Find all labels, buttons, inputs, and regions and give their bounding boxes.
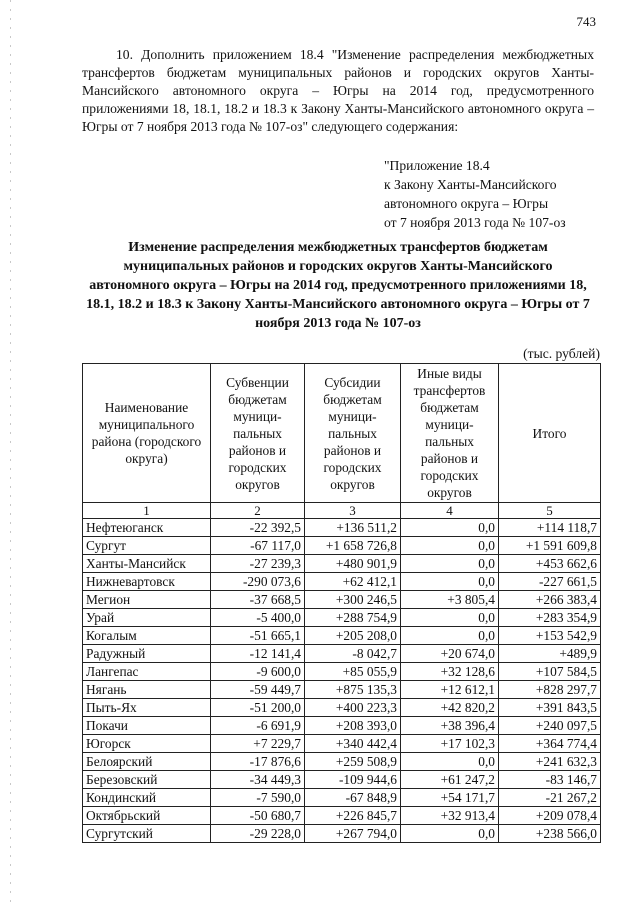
amount-cell: 0,0 <box>401 555 499 573</box>
amount-cell: +453 662,6 <box>499 555 601 573</box>
municipality-name-cell: Мегион <box>83 591 211 609</box>
amount-cell: -6 691,9 <box>211 717 305 735</box>
amount-cell: +283 354,9 <box>499 609 601 627</box>
municipality-name-cell: Белоярский <box>83 753 211 771</box>
municipality-name-cell: Сургутский <box>83 825 211 843</box>
amount-cell: +400 223,3 <box>305 699 401 717</box>
amount-cell: +61 247,2 <box>401 771 499 789</box>
amount-cell: -51 200,0 <box>211 699 305 717</box>
amount-cell: +238 566,0 <box>499 825 601 843</box>
table-row <box>83 681 601 699</box>
municipality-name-cell: Лангепас <box>83 663 211 681</box>
table-row <box>83 519 601 537</box>
amount-cell: -12 141,4 <box>211 645 305 663</box>
amount-cell: -51 665,1 <box>211 627 305 645</box>
amount-cell: -37 668,5 <box>211 591 305 609</box>
column-number: 4 <box>401 503 499 519</box>
municipality-name-cell: Нягань <box>83 681 211 699</box>
amount-cell: +1 591 609,8 <box>499 537 601 555</box>
amount-cell: +62 412,1 <box>305 573 401 591</box>
amount-cell: 0,0 <box>401 627 499 645</box>
municipality-name-cell: Сургут <box>83 537 211 555</box>
amount-cell: -27 239,3 <box>211 555 305 573</box>
column-number: 2 <box>211 503 305 519</box>
municipality-name-cell: Покачи <box>83 717 211 735</box>
amount-cell: +828 297,7 <box>499 681 601 699</box>
table-row <box>83 825 601 843</box>
table-row <box>83 735 601 753</box>
municipality-name-cell: Березовский <box>83 771 211 789</box>
amount-cell: +42 820,2 <box>401 699 499 717</box>
table-row <box>83 573 601 591</box>
table-row <box>83 807 601 825</box>
amount-cell: +208 393,0 <box>305 717 401 735</box>
column-header: Субвенции бюджетам муници-пальных районов и городских округов <box>211 364 305 503</box>
amount-cell: +266 383,4 <box>499 591 601 609</box>
column-number: 1 <box>83 503 211 519</box>
amount-cell: -67 848,9 <box>305 789 401 807</box>
amount-cell: -29 228,0 <box>211 825 305 843</box>
amount-cell: 0,0 <box>401 609 499 627</box>
amount-cell: +32 128,6 <box>401 663 499 681</box>
scan-edge-marks <box>10 0 11 905</box>
municipality-name-cell: Когалым <box>83 627 211 645</box>
amount-cell: +17 102,3 <box>401 735 499 753</box>
municipality-name-cell: Нефтеюганск <box>83 519 211 537</box>
table-row <box>83 771 601 789</box>
amount-cell: +1 658 726,8 <box>305 537 401 555</box>
column-header: Наименование муниципального района (городского округа) <box>83 364 211 503</box>
amount-cell: +205 208,0 <box>305 627 401 645</box>
amount-cell: +54 171,7 <box>401 789 499 807</box>
amount-cell: -67 117,0 <box>211 537 305 555</box>
municipality-name-cell: Радужный <box>83 645 211 663</box>
amount-cell: +480 901,9 <box>305 555 401 573</box>
amount-cell: -50 680,7 <box>211 807 305 825</box>
table-row <box>83 609 601 627</box>
amount-cell: +114 118,7 <box>499 519 601 537</box>
amount-cell: -34 449,3 <box>211 771 305 789</box>
amount-cell: +7 229,7 <box>211 735 305 753</box>
municipality-name-cell: Пыть-Ях <box>83 699 211 717</box>
unit-note: (тыс. рублей) <box>523 346 600 361</box>
municipality-name-cell: Кондинский <box>83 789 211 807</box>
amount-cell: +20 674,0 <box>401 645 499 663</box>
appendix-reference <box>384 156 614 232</box>
appendix-ref-line: к Закону Ханты-Мансийского <box>384 177 557 192</box>
column-number-row <box>83 503 601 519</box>
amount-cell: -17 876,6 <box>211 753 305 771</box>
amount-cell: +875 135,3 <box>305 681 401 699</box>
column-header: Итого <box>499 364 601 503</box>
appendix-ref-line: от 7 ноября 2013 года № 107-оз <box>384 215 566 230</box>
amount-cell: +107 584,5 <box>499 663 601 681</box>
amount-cell: +38 396,4 <box>401 717 499 735</box>
amount-cell: -59 449,7 <box>211 681 305 699</box>
amount-cell: -8 042,7 <box>305 645 401 663</box>
amount-cell: +209 078,4 <box>499 807 601 825</box>
transfers-table <box>82 363 601 843</box>
amount-cell: +226 845,7 <box>305 807 401 825</box>
amount-cell: -7 590,0 <box>211 789 305 807</box>
amount-cell: 0,0 <box>401 519 499 537</box>
column-header: Субсидии бюджетам муници-пальных районов и городских округов <box>305 364 401 503</box>
amount-cell: +391 843,5 <box>499 699 601 717</box>
amount-cell: +241 632,3 <box>499 753 601 771</box>
amount-cell: -109 944,6 <box>305 771 401 789</box>
municipality-name-cell: Ханты-Мансийск <box>83 555 211 573</box>
amount-cell: 0,0 <box>401 753 499 771</box>
amount-cell: -290 073,6 <box>211 573 305 591</box>
amount-cell: -9 600,0 <box>211 663 305 681</box>
municipality-name-cell: Урай <box>83 609 211 627</box>
amount-cell: +267 794,0 <box>305 825 401 843</box>
amount-cell: 0,0 <box>401 825 499 843</box>
appendix-ref-line: автономного округа – Югры <box>384 196 549 211</box>
amount-cell: +12 612,1 <box>401 681 499 699</box>
table-row <box>83 663 601 681</box>
amount-cell: +340 442,4 <box>305 735 401 753</box>
table-row <box>83 717 601 735</box>
intro-paragraph: 10. Дополнить приложением 18.4 "Изменение распределения межбюджетных трансфертов бюджетам муниципальных районов и городских округов Ханты-Мансийского автономного округа – Югры на 2014 год, предусмотренного приложениями 18, 18.1, 18.2 и 18.3 к Закону Ханты-Мансийского автономного округа – Югры от 7 ноября 2013 года № 107-оз" следующего содержания: <box>82 47 594 134</box>
column-number: 3 <box>305 503 401 519</box>
table-row <box>83 645 601 663</box>
page-number: 743 <box>576 14 596 29</box>
amount-cell: +136 511,2 <box>305 519 401 537</box>
table-row <box>83 789 601 807</box>
document-title: Изменение распределения межбюджетных трансфертов бюджетам муниципальных районов и городских округов Ханты-Мансийского автономного округа – Югры на 2014 год, предусмотренного приложениями 18, 18.1, 18.2 и 18.3 к Закону Ханты-Мансийского автономного округа – Югры от 7 ноября 2013 года № 107-оз <box>86 240 590 331</box>
table-row <box>83 699 601 717</box>
amount-cell: 0,0 <box>401 537 499 555</box>
amount-cell: +300 246,5 <box>305 591 401 609</box>
amount-cell: -83 146,7 <box>499 771 601 789</box>
table-row <box>83 627 601 645</box>
amount-cell: +489,9 <box>499 645 601 663</box>
column-header: Иные виды трансфертов бюджетам муници-пальных районов и городских округов <box>401 364 499 503</box>
amount-cell: +240 097,5 <box>499 717 601 735</box>
table-row <box>83 537 601 555</box>
table-row <box>83 753 601 771</box>
column-number: 5 <box>499 503 601 519</box>
table-row <box>83 555 601 573</box>
amount-cell: +288 754,9 <box>305 609 401 627</box>
municipality-name-cell: Октябрьский <box>83 807 211 825</box>
amount-cell: 0,0 <box>401 573 499 591</box>
municipality-name-cell: Нижневартовск <box>83 573 211 591</box>
amount-cell: -22 392,5 <box>211 519 305 537</box>
amount-cell: -227 661,5 <box>499 573 601 591</box>
amount-cell: -21 267,2 <box>499 789 601 807</box>
amount-cell: +364 774,4 <box>499 735 601 753</box>
table-row <box>83 591 601 609</box>
amount-cell: +259 508,9 <box>305 753 401 771</box>
amount-cell: +153 542,9 <box>499 627 601 645</box>
amount-cell: +32 913,4 <box>401 807 499 825</box>
amount-cell: +85 055,9 <box>305 663 401 681</box>
municipality-name-cell: Югорск <box>83 735 211 753</box>
amount-cell: -5 400,0 <box>211 609 305 627</box>
appendix-ref-line: "Приложение 18.4 <box>384 158 490 173</box>
table-header-row <box>83 364 601 503</box>
amount-cell: +3 805,4 <box>401 591 499 609</box>
